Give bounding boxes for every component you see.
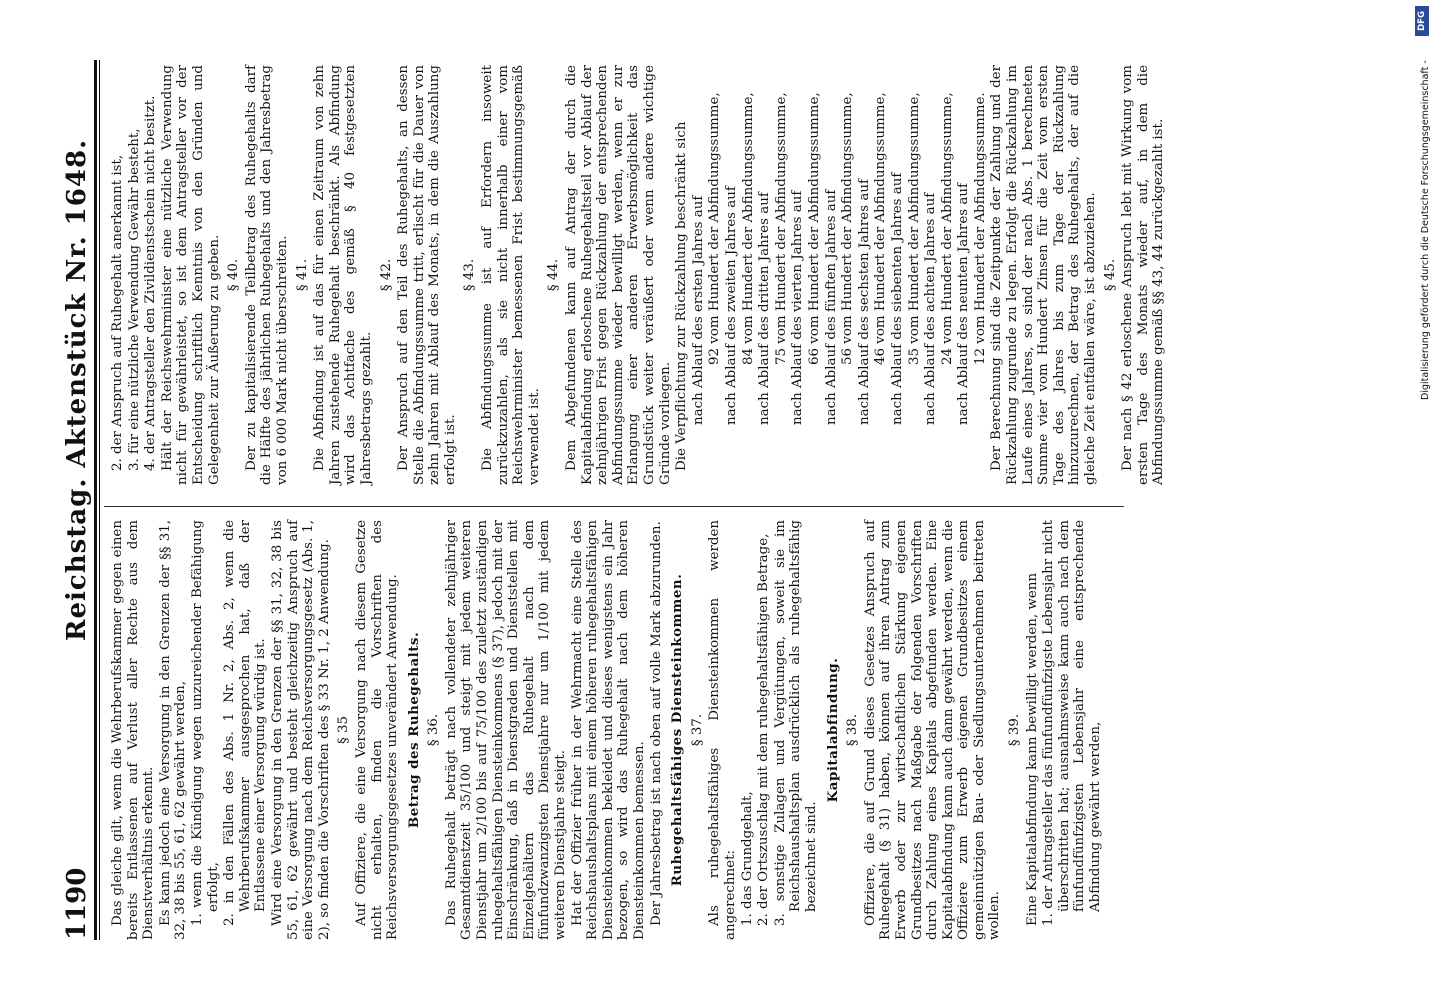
right-rate-line: 35 vom Hundert der Abfindungssumme, xyxy=(906,92,922,365)
left-paragraph: Wird eine Versorgung in den Grenzen der §§ 31, 32, 38 bis 55, 61, 62 gewährt und besteht gleichzeitig Anspruch auf eine Versorgung nach dem Reichsversorgungsgesetz (Abs. 1, 2), so finden die Vorschriften des § 33 Nr. 1, 2 Anwendung. xyxy=(269,520,332,940)
right-paragraph: Der Anspruch auf den Teil des Ruhegehalts, an dessen Stelle die Abfindungssumme tritt, erlischt für die Dauer von zehn Jahren mit Ablauf des Monats, in dem die Auszahlung erfolgt ist. xyxy=(396,65,458,485)
left-paragraph: Als ruhegehaltsfähiges Diensteinkommen werden angerechnet: xyxy=(707,520,738,940)
left-section-title: Betrag des Ruhegehalts. xyxy=(405,631,422,829)
right-rate-line: 46 vom Hundert der Abfindungssumme, xyxy=(873,92,889,365)
right-section-heading: § 44. xyxy=(546,258,562,292)
left-section-title: Kapitalabfindung. xyxy=(824,657,841,803)
right-period-line: nach Ablauf des vierten Jahres auf xyxy=(790,190,806,425)
left-paragraph: Offiziere, die auf Grund dieses Gesetzes Anspruch auf Ruhegehalt (§ 31) haben, können auf ihren Antrag zum Erwerb oder zur wirtschaftlichen Stärkung eigenen Grundbesitzes nach Maßgabe der folgenden Vorschriften durch Zahlung eines Kapitals abgefunden werden. Eine Kapitalabfindung kann auch dann gewährt werden, wenn die Offiziere zum Erwerb eigenen Grundbesitzes einem gemeinnützigen Bau- oder Siedlungsunternehmen beitreten wollen. xyxy=(862,520,1003,940)
left-section-title: Ruhegehaltsfähiges Diensteinkommen. xyxy=(669,573,686,887)
right-list-item: 4. der Antragsteller den Zivildienstschein nicht besitzt. xyxy=(143,95,159,471)
right-section-heading: § 42. xyxy=(378,258,394,292)
page-number: 1190 xyxy=(62,867,92,940)
page-header xyxy=(58,60,98,940)
column-divider xyxy=(104,506,1124,507)
left-section-heading: § 35 xyxy=(336,716,352,744)
left-list-item: 3. sonstige Zulagen und Vergütungen, soweit sie im Reichshaushaltsplan ausdrücklich als ruhegehaltsfähig bezeichnet sind. xyxy=(772,520,819,926)
left-column xyxy=(110,520,1105,940)
side-margin xyxy=(1412,0,1434,1000)
right-column xyxy=(110,65,1168,485)
left-list-item: 1. wenn die Kündigung wegen unzureichender Befähigung erfolgt, xyxy=(189,520,221,926)
right-rate-line: 12 vom Hundert der Abfindungssumme. xyxy=(972,92,988,365)
left-section-heading: § 37. xyxy=(689,713,705,747)
right-period-line: nach Ablauf des siebenten Jahres auf xyxy=(889,172,905,425)
right-rate-line: 75 vom Hundert der Abfindungssumme, xyxy=(773,92,789,365)
dfg-logo: DFG xyxy=(1415,6,1429,36)
right-section-heading: § 45. xyxy=(1102,258,1118,292)
right-rate-line: 56 vom Hundert der Abfindungssumme, xyxy=(840,92,856,365)
right-rate-line: 84 vom Hundert der Abfindungssumme, xyxy=(740,92,756,365)
right-paragraph: Die Abfindungssumme ist auf Erfordern insoweit zurückzuzahlen, als sie nicht innerhalb einer vom Reichswehrminister bemessenen Frist bestimmungsgemäß verwendet ist. xyxy=(480,65,542,485)
right-paragraph: Der Berechnung sind die Zeitpunkte der Zahlung und der Rückzahlung zugrunde zu legen. Erfolgt die Rückzahlung im Laufe eines Jahres, so sind der nach Abs. 1 berechneten Summe vier vom Hundert Zinsen für die Zeit vom ersten Tage des Jahres bis zum Tage der Rückzahlung hinzuzurechnen, der Betrag des Ruhegehalts, der auf die gleiche Zeit entfallen wäre, ist abzuziehen. xyxy=(989,65,1099,485)
right-paragraph: Die Verpflichtung zur Rückzahlung beschränkt sich xyxy=(674,121,690,471)
digitization-text: Digitalisierung gefördert durch die Deutsche Forschungsgemeinschaft - xyxy=(1420,60,1431,400)
right-rate-line: 24 vom Hundert der Abfindungssumme, xyxy=(939,92,955,365)
right-rate-line: 92 vom Hundert der Abfindungssumme, xyxy=(707,92,723,365)
digitization-stamp xyxy=(1415,0,1434,1000)
left-paragraph: Das Ruhegehalt beträgt nach vollendeter zehnjähriger Gesamtdienstzeit 35/100 und steigt mit jedem weiteren Dienstjahr um 2/100 bis auf 75/100 des zuletzt zuständigen ruhegehaltsfähigen Diensteinkommens (§ 37), jedoch mit der Einschränkung, daß in Dienstgraden und Dienststellen mit Einzelgehältern das Ruhegehalt nach dem fünfundzwanzigsten Dienstjahre nur um 1/100 mit jedem weiteren Dienstjahre steigt. xyxy=(443,520,569,940)
right-paragraph: Dem Abgefundenen kann auf Antrag der durch die Kapitalabfindung erloschene Ruhegehaltsteil vor Ablauf der zehnjährigen Frist gegen Rückzahlung der entsprechenden Abfindungssumme wieder bewilligt werden, wenn er zur Erlangung einer anderen Erwerbsmöglichkeit das Grundstück weiter veräußert oder wenn andere wichtige Gründe vorliegen. xyxy=(564,65,673,485)
right-period-line: nach Ablauf des dritten Jahres auf xyxy=(757,192,773,425)
left-paragraph: Es kann jedoch eine Versorgung in den Grenzen der §§ 31, 32, 38 bis 55, 61, 62 gewährt werden, xyxy=(157,520,189,940)
header-rule xyxy=(94,60,97,940)
right-section-heading: § 41. xyxy=(294,258,310,292)
right-list-item: 3. für eine nützliche Verwendung Gewähr besteht, xyxy=(126,128,142,471)
right-period-line: nach Ablauf des fünften Jahres auf xyxy=(823,189,839,425)
left-list-item: 1. der Antragsteller das fünfundfünfzigste Lebensjahr nicht überschritten hat; ausnahmsweise kann auch nach dem fünfundfünfzigsten Lebensjahr eine entsprechende Abfindung gewährt werden, xyxy=(1041,520,1104,926)
left-section-heading: § 36. xyxy=(426,713,442,747)
right-list-item: 2. der Anspruch auf Ruhegehalt anerkannt ist, xyxy=(110,154,125,471)
right-period-line: nach Ablauf des neunten Jahres auf xyxy=(956,183,972,425)
left-section-heading: § 38. xyxy=(845,713,861,747)
left-paragraph: Eine Kapitalabfindung kann bewilligt werden, wenn xyxy=(1024,572,1040,926)
left-paragraph: Auf Offiziere, die eine Versorgung nach diesem Gesetze nicht erhalten, finden die Vorschriften des Reichsversorgungsgesetzes unverändert Anwendung. xyxy=(353,520,401,940)
right-rate-line: 66 vom Hundert der Abfindungssumme, xyxy=(806,92,822,365)
right-period-line: nach Ablauf des achten Jahres auf xyxy=(923,192,939,425)
left-section-heading: § 39. xyxy=(1007,713,1023,747)
header-rule-thin xyxy=(99,60,100,940)
left-paragraph: Das gleiche gilt, wenn die Wehrberufskammer gegen einen bereits Entlassenen auf Verlust aller Rechte aus dem Dienstverhältnis erkennt. xyxy=(110,520,157,940)
left-paragraph: Hat der Offizier früher in der Wehrmacht eine Stelle des Reichshaushaltsplans mit einem höheren ruhegehaltsfähigen Diensteinkommen bekleidet und dieses wenigstens ein Jahr bezogen, so wird das Ruhegehalt nach dem höheren Diensteinkommen bemessen. xyxy=(569,520,647,940)
right-paragraph: Die Abfindung ist auf das für einen Zeitraum von zehn Jahren zustehende Ruhegehalt beschränkt. Als Abfindung wird das Achtfache des gemäß § 40 festgesetzten Jahresbetrags gezahlt. xyxy=(312,65,374,485)
right-section-heading: § 40. xyxy=(226,258,242,292)
right-paragraph: Der zu kapitalisierende Teilbetrag des Ruhegehalts darf die Hälfte des jährlichen Ruhegehalts und den Jahresbetrag von 6 000 Mark nicht überschreiten. xyxy=(243,65,290,485)
right-paragraph: Der nach § 42 erloschene Anspruch lebt mit Wirkung vom ersten Tage des Monats wieder auf, in dem die Abfindungssumme gemäß §§ 43, 44 zurückgezahlt ist. xyxy=(1120,65,1167,485)
page-title: Reichstag. Aktenstück Nr. 1648. xyxy=(62,138,92,642)
left-list-item: 1. das Grundgehalt, xyxy=(739,791,755,926)
right-section-heading: § 43. xyxy=(462,258,478,292)
left-list-item: 2. der Ortszuschlag mit dem ruhegehaltsfähigen Betrage, xyxy=(756,533,772,926)
right-period-line: nach Ablauf des zweiten Jahres auf xyxy=(723,186,739,425)
right-paragraph: Hält der Reichswehrminister eine nützliche Verwendung nicht für gewährleistet, so ist dem Antragsteller vor der Entscheidung schriftlich Kenntnis von den Gründen und Gelegenheit zur Äußerung zu geben. xyxy=(159,65,222,485)
right-period-line: nach Ablauf des ersten Jahres auf xyxy=(690,195,706,425)
left-list-item: 2. in den Fällen des Abs. 1 Nr. 2, Abs. 2, wenn die Wehrberufskammer ausgesprochen hat, daß der Entlassene einer Versorgung würdig ist. xyxy=(222,520,269,926)
left-paragraph: Der Jahresbetrag ist nach oben auf volle Mark abzurunden. xyxy=(648,521,664,926)
right-period-line: nach Ablauf des sechsten Jahres auf xyxy=(856,179,872,425)
